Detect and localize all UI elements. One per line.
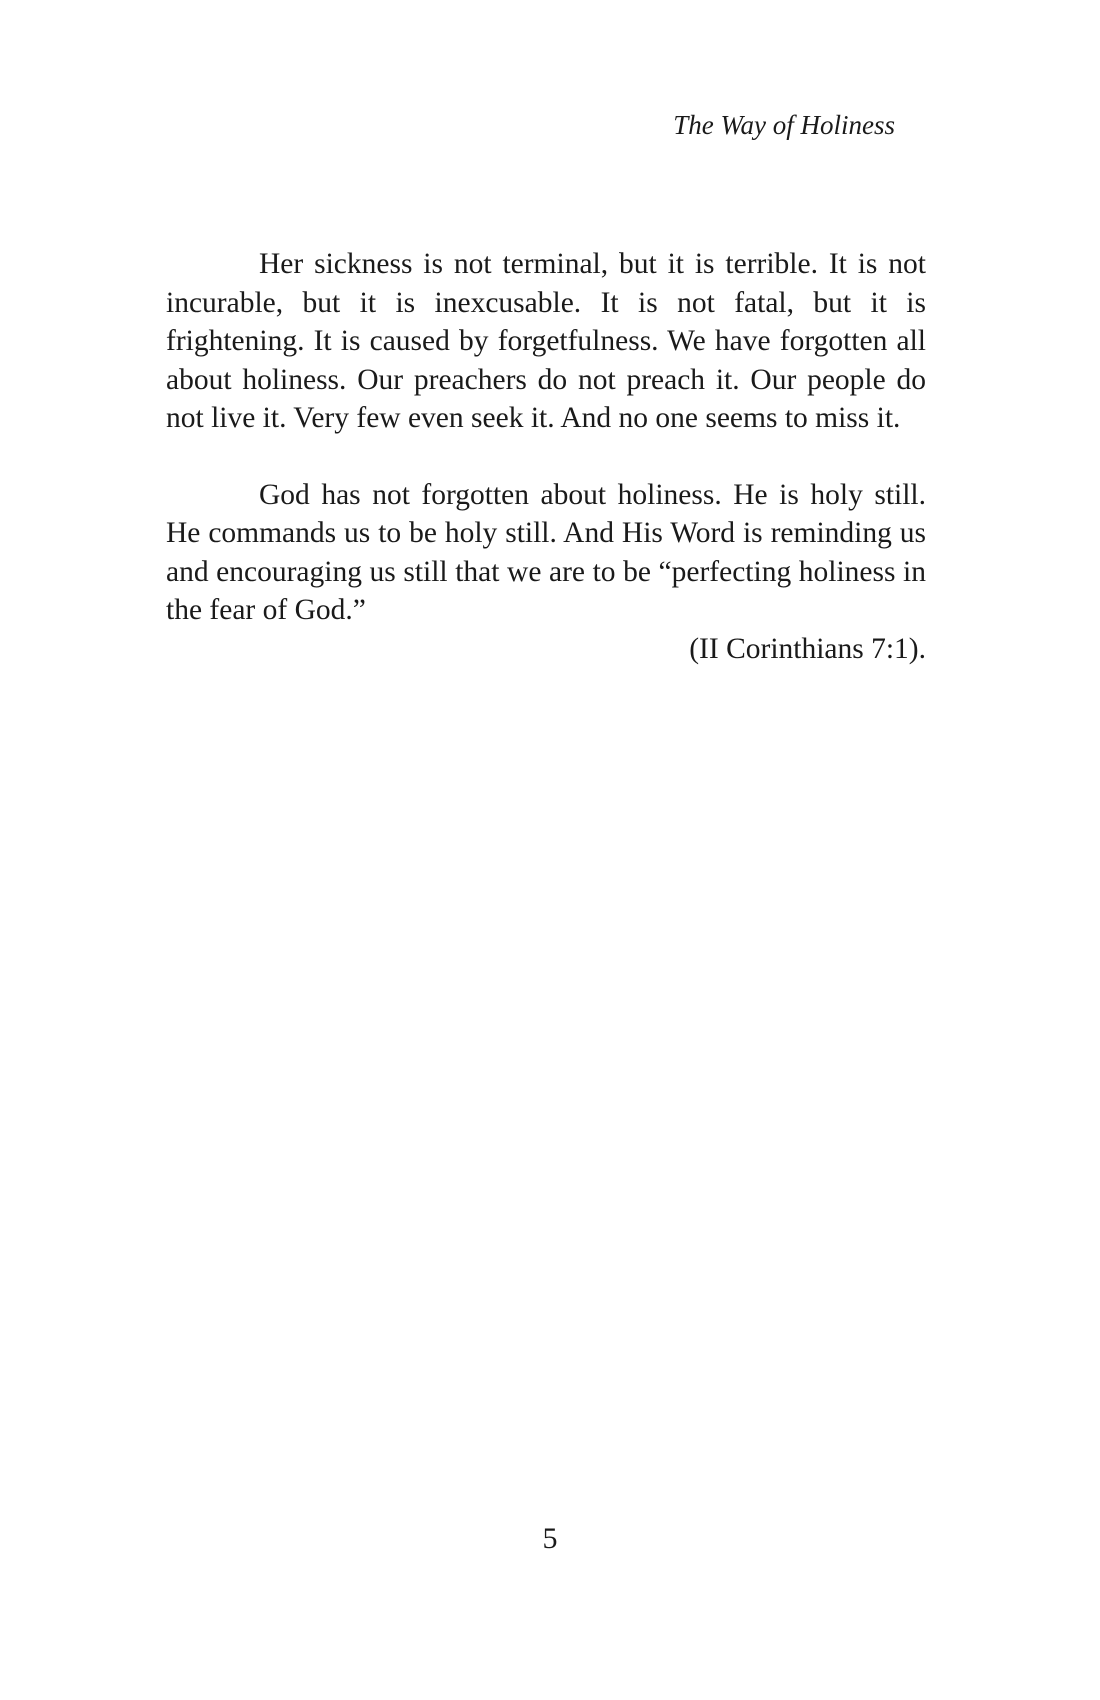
scripture-citation: (II Corinthians 7:1). xyxy=(689,632,926,665)
page-number: 5 xyxy=(542,1522,558,1555)
paragraph-2: God has not forgotten about holiness. He is holy still. He commands us to be holy still. And His Word is reminding us and encouraging us still that we are to be “perfecting holiness in the fear of God.” xyxy=(166,478,926,626)
body-text xyxy=(166,245,926,668)
paragraph-1: Her sickness is not terminal, but it is terrible. It is not incurable, but it is inexcusable. It is not fatal, but it is frightening. It is caused by forgetfulness. We have forgotten all about holiness. Our preachers do not preach it. Our people do not live it. Very few even seek it. And no one seems to miss it. xyxy=(166,248,926,434)
running-header-title: The Way of Holiness xyxy=(673,110,895,140)
